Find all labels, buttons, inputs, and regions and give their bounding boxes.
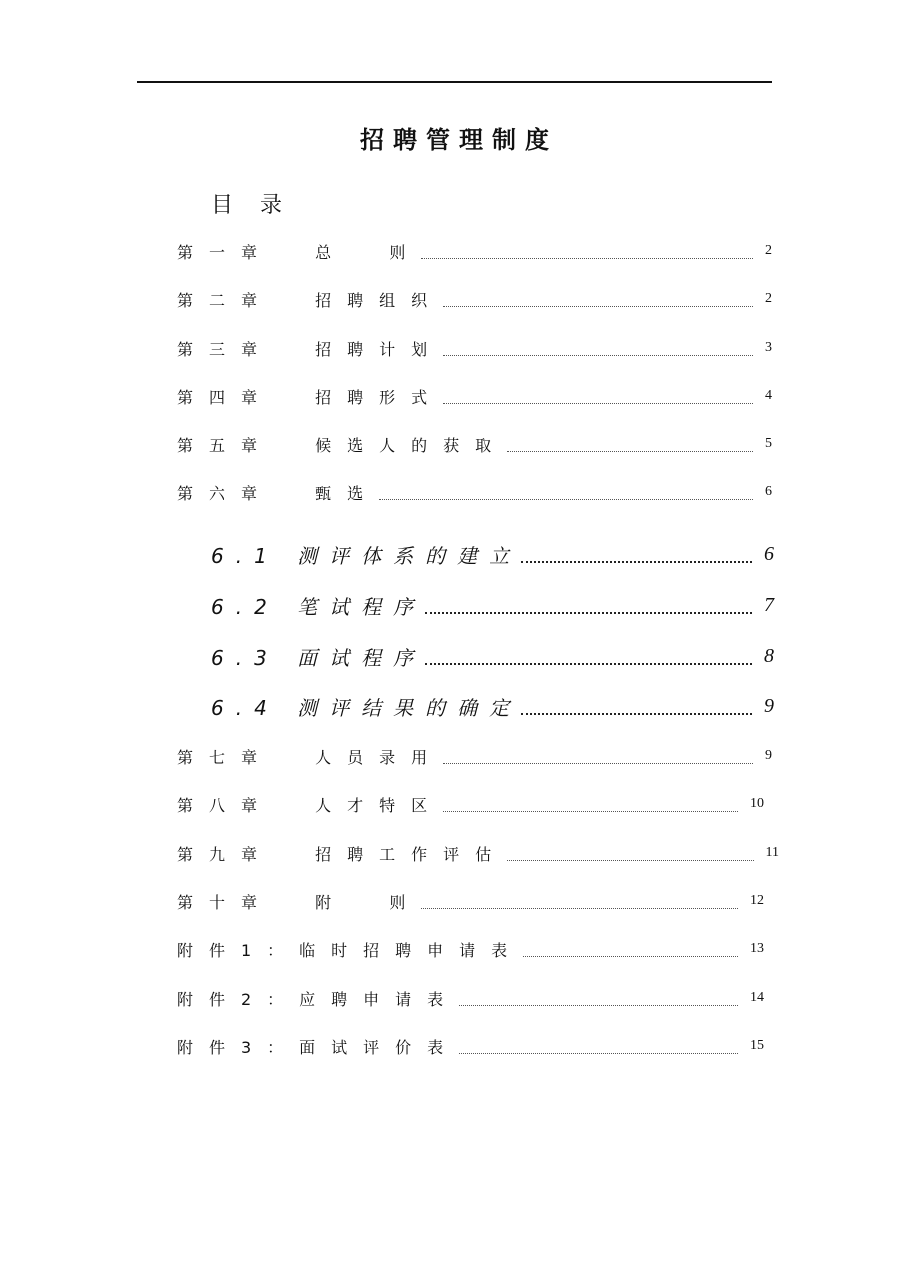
toc-entry-label: 第十章 附 则 [177,892,422,912]
toc-leader [443,811,738,812]
toc-leader [521,713,752,715]
toc-leader [379,499,753,500]
toc-leader [425,612,752,614]
toc-subentry-page: 6 [764,542,774,565]
toc-entry-page: 4 [765,388,772,403]
toc-entry[interactable] [177,888,764,914]
toc-entry-page: 14 [750,990,764,1005]
toc-entry-label: 附件3：面试评价表 [177,1037,460,1057]
toc-entry-page: 12 [750,893,764,908]
toc-subentry-label: 6.3 面试程序 [211,645,426,670]
toc-entry-page: 3 [765,340,772,355]
toc-leader [443,403,753,404]
toc-entry[interactable] [177,479,772,505]
toc-entry[interactable] [177,840,779,866]
toc-entry[interactable] [177,1033,764,1059]
toc-subentry-page: 8 [764,644,774,667]
toc-entry-label: 第五章 候选人的获取 [177,435,508,455]
toc-subentry[interactable] [211,539,774,569]
toc-entry-label: 附件2：应聘申请表 [177,989,460,1009]
toc-entry-label: 第八章 人才特区 [177,795,444,815]
toc-entry-page: 10 [750,796,764,811]
toc-entry-label: 附件1：临时招聘申请表 [177,940,524,960]
toc-subentry-label: 6.4 测评结果的确定 [211,695,522,720]
toc-subentry-page: 9 [764,694,774,717]
toc-leader [443,355,753,356]
toc-entry-page: 13 [750,941,764,956]
toc-entry[interactable] [177,286,772,312]
header-rule [137,81,772,83]
toc-entry[interactable] [177,431,772,457]
toc-entry-label: 第七章 人员录用 [177,747,444,767]
document-title: 招聘管理制度 [360,126,558,154]
toc-leader [421,258,753,259]
toc-entry-label: 第一章 总 则 [177,242,422,262]
toc-entry[interactable] [177,791,764,817]
toc-entry-label: 第九章 招聘工作评估 [177,844,508,864]
toc-entry[interactable] [177,383,772,409]
toc-entry-page: 2 [765,243,772,258]
toc-leader [507,860,753,861]
toc-subentry[interactable] [211,641,774,671]
toc-entry[interactable] [177,743,772,769]
toc-entry-page: 2 [765,291,772,306]
toc-entry-page: 9 [765,748,772,763]
toc-entry-label: 第三章 招聘计划 [177,339,444,359]
toc-heading: 目 录 [211,193,292,218]
toc-leader [521,561,752,563]
toc-entry-label: 第二章 招聘组织 [177,290,444,310]
toc-subentry[interactable] [211,590,774,620]
toc-entry-label: 第六章 甄选 [177,483,380,503]
toc-entry[interactable] [177,238,772,264]
toc-subentry-label: 6.2 笔试程序 [211,594,426,619]
toc-subentry-label: 6.1 测评体系的建立 [211,543,522,568]
toc-leader [443,763,753,764]
toc-leader [507,451,753,452]
toc-leader [425,663,752,665]
toc-entry-page: 6 [765,484,772,499]
toc-entry[interactable] [177,985,764,1011]
toc-entry-page: 11 [765,845,779,860]
toc-entry-label: 第四章 招聘形式 [177,387,444,407]
toc-leader [523,956,738,957]
toc-entry-page: 5 [765,436,772,451]
toc-leader [421,908,738,909]
toc-entry-page: 15 [750,1038,764,1053]
toc-leader [459,1053,738,1054]
toc-entry[interactable] [177,335,772,361]
toc-leader [459,1005,738,1006]
toc-subentry[interactable] [211,691,774,721]
toc-entry[interactable] [177,936,764,962]
toc-leader [443,306,753,307]
toc-subentry-page: 7 [764,593,774,616]
